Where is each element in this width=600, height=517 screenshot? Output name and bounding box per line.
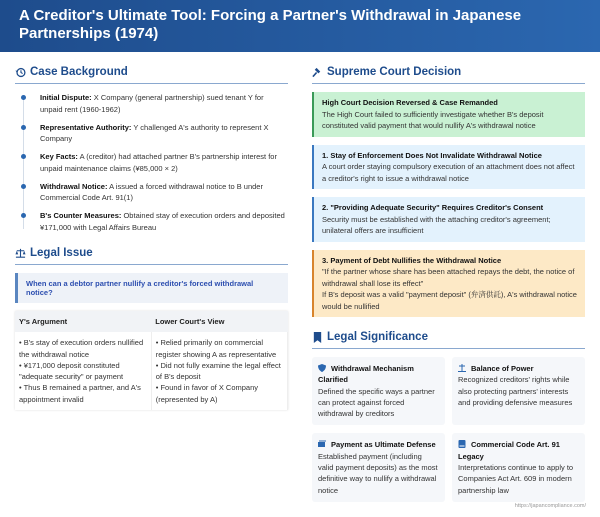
significance-card: Payment as Ultimate Defense Established payment (including valid payment deposits) as the most definitive way to nullify a withdrawal notice: [312, 433, 445, 501]
scale-icon: [15, 248, 26, 259]
significance-card: Withdrawal Mechanism Clarified Defined the specific ways a partner can protect against forced withdrawal by creditors: [312, 357, 445, 425]
arguments-table: [15, 311, 288, 410]
decision-box: 2. "Providing Adequate Security" Requires Creditor's Consent Security must be established with the attaching creditor's agreement; unilateral offers are insufficient: [312, 197, 585, 242]
decision-box: 1. Stay of Enforcement Does Not Invalidate Withdrawal Notice A court order staying compulsory execution of an attachment does not affect a creditor's right to issue a withdrawal notice: [312, 145, 585, 190]
footer-url: https://japancompliance.com/: [514, 503, 586, 509]
page-title: A Creditor's Ultimate Tool: Forcing a Partner's Withdrawal in Japanese Partnerships (1974): [19, 7, 522, 42]
issue-question: When can a debtor partner nullify a creditor's forced withdrawal notice?: [15, 273, 288, 303]
y-argument-cell: • B's stay of execution orders nullified the withdrawal notice • ¥171,000 deposit constituted "adequate security" or payment • Thus B remained a partner, and A's appointment invalid: [15, 332, 151, 410]
timeline-item: Representative Authority: Y challenged A's authority to represent X Company: [40, 122, 288, 145]
lower-court-cell: • Relied primarily on commercial register showing A as representative • Did not fully examine the legal effect of B's deposit • Found in favor of X Company (represented by A): [151, 332, 287, 410]
column-header: Y's Argument: [15, 311, 151, 332]
shield-icon: [318, 364, 326, 372]
significance-card: Balance of Power Recognized creditors' rights while also protecting partners' interests and providing defensive measures: [452, 357, 585, 425]
timeline-item: Initial Dispute: X Company (general partnership) sued tenant Y for unpaid rent (1960-1962): [40, 92, 288, 115]
timeline-item: Withdrawal Notice: A issued a forced withdrawal notice to B under Commercial Code Art. 91(1): [40, 181, 288, 204]
timeline-item: B's Counter Measures: Obtained stay of execution orders and deposited ¥171,000 with Legal Affairs Bureau: [40, 210, 288, 233]
significance-card: Commercial Code Art. 91 Legacy Interpretations continue to apply to Companies Act Art. 609 in modern partnership law: [452, 433, 585, 501]
money-icon: [318, 440, 326, 448]
gavel-icon: [312, 67, 323, 78]
significance-heading: Legal Significance: [312, 331, 585, 349]
background-timeline: [21, 92, 288, 233]
column-header: Lower Court's View: [151, 311, 287, 332]
scale-icon: [458, 364, 466, 372]
book-icon: [458, 440, 466, 448]
decision-box: 3. Payment of Debt Nullifies the Withdrawal Notice "If the partner whose share has been attached repays the debt, the notice of withdrawal shall lose its effect" If B's deposit was a valid "payment deposit" (弁済供託), A's withdrawal notice would be nullified: [312, 250, 585, 318]
left-column: [15, 66, 288, 410]
history-icon: [15, 67, 26, 78]
timeline-item: Key Facts: A (creditor) had attached partner B's partnership interest for unpaid maintenance claims (¥85,000 × 2): [40, 151, 288, 174]
legal-issue-heading: Legal Issue: [15, 247, 288, 265]
decision-heading: Supreme Court Decision: [312, 66, 585, 84]
right-column: [312, 66, 585, 502]
bookmark-icon: [312, 332, 323, 343]
case-background-heading: Case Background: [15, 66, 288, 84]
decision-box: High Court Decision Reversed & Case Remanded The High Court failed to sufficiently investigate whether B's deposit constituted valid payment that would nullify A's withdrawal notice: [312, 92, 585, 137]
header: [0, 0, 600, 52]
